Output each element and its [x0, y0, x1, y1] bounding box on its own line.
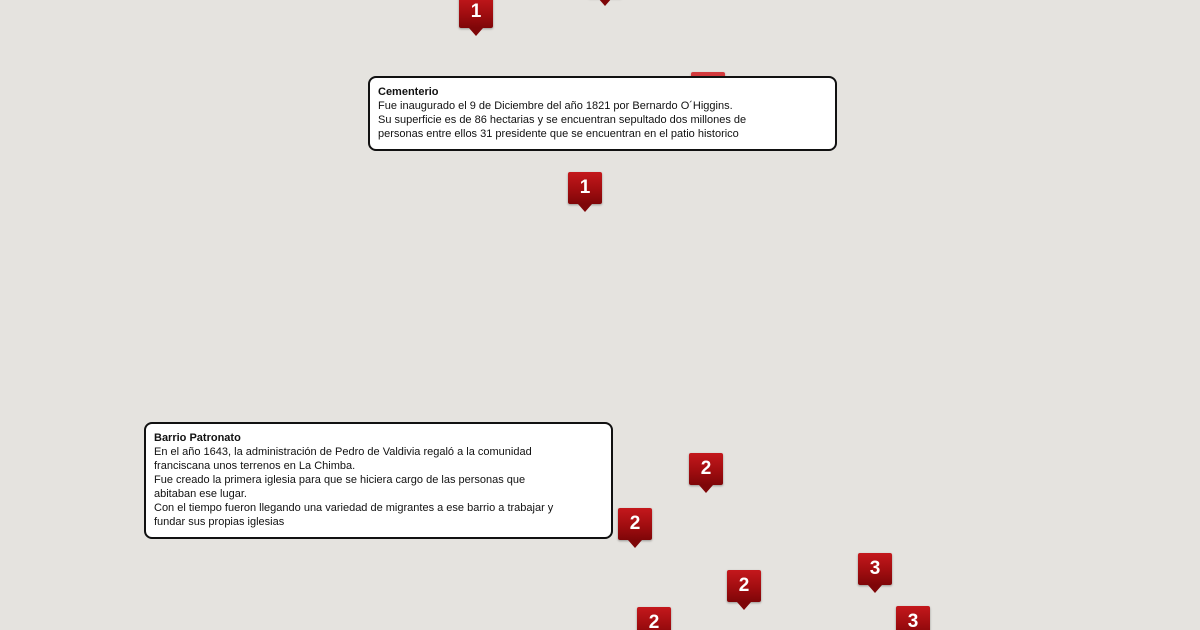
- marker-pointer: [737, 602, 751, 610]
- map-marker[interactable]: [618, 508, 652, 548]
- map-marker[interactable]: [588, 0, 622, 6]
- marker-label: 2: [618, 508, 652, 540]
- info-window-title: Barrio Patronato: [154, 432, 241, 444]
- marker-label: 2: [727, 570, 761, 602]
- marker-pointer: [699, 485, 713, 493]
- marker-pointer: [628, 540, 642, 548]
- map-marker[interactable]: [689, 453, 723, 493]
- map-marker[interactable]: [459, 0, 493, 36]
- marker-label: 1: [459, 0, 493, 28]
- info-window-line: Fue inaugurado el 9 de Diciembre del año 1821 por Bernardo O´Higgins.: [378, 100, 733, 112]
- marker-pointer: [578, 204, 592, 212]
- marker-pointer: [868, 585, 882, 593]
- marker-pointer: [598, 0, 612, 6]
- info-window-line: Fue creado la primera iglesia para que se hiciera cargo de las personas que: [154, 474, 526, 486]
- info-window-line: abitaban ese lugar.: [154, 488, 247, 500]
- map-marker[interactable]: [896, 606, 930, 630]
- marker-label: 2: [637, 607, 671, 630]
- info-window-patronato: [144, 422, 613, 539]
- marker-pointer: [469, 28, 483, 36]
- info-window-title: Cementerio: [378, 86, 439, 98]
- info-window-line: Su superficie es de 86 hectarias y se encuentran sepultado dos millones de: [378, 114, 747, 126]
- info-window-cementerio: [368, 76, 837, 151]
- info-window-line: franciscana unos terrenos en La Chimba.: [154, 460, 356, 472]
- marker-label: 3: [858, 553, 892, 585]
- map-marker[interactable]: [858, 553, 892, 593]
- marker-label: 3: [896, 606, 930, 630]
- map-marker[interactable]: [568, 172, 602, 212]
- info-window-line: personas entre ellos 31 presidente que se encuentran en el patio historico: [378, 128, 739, 140]
- info-window-line: fundar sus propias iglesias: [154, 516, 285, 528]
- marker-label: 2: [689, 453, 723, 485]
- map-marker[interactable]: [727, 570, 761, 610]
- map-marker[interactable]: [637, 607, 671, 630]
- info-window-line: En el año 1643, la administración de Pedro de Valdivia regaló a la comunidad: [154, 446, 532, 458]
- marker-label: 1: [568, 172, 602, 204]
- info-window-line: Con el tiempo fueron llegando una variedad de migrantes a ese barrio a trabajar y: [154, 502, 554, 514]
